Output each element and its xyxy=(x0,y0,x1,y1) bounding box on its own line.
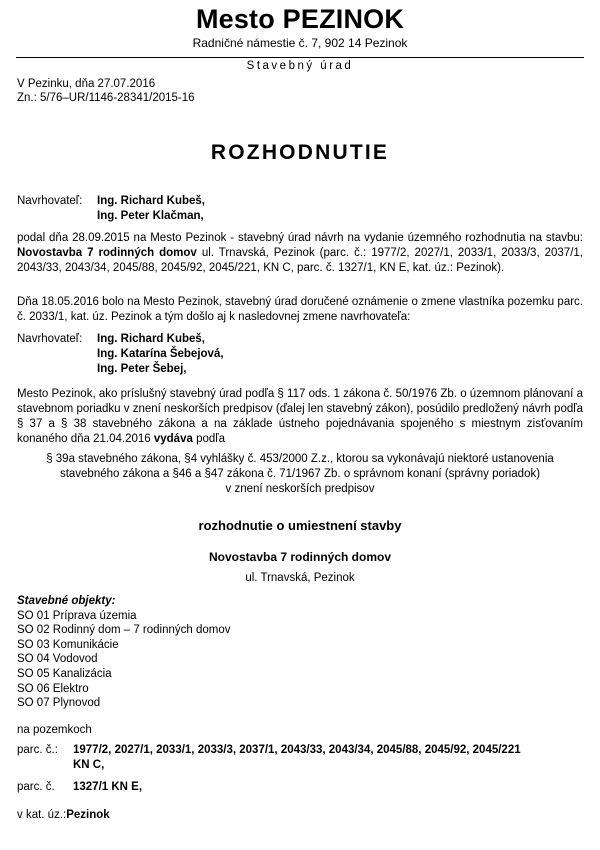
applicant-name: Ing. Richard Kubeš, xyxy=(97,333,205,345)
objects-list xyxy=(17,594,583,711)
parcel-register: KN C, xyxy=(73,759,105,771)
parcel-numbers: 1977/2, 2027/1, 2033/1, 2033/3, 2037/1, 2043/33, 2043/34, 2045/88, 2045/92, 2045/221 xyxy=(73,744,521,756)
paragraph-text: podľa xyxy=(192,433,226,445)
parcels-row-1 xyxy=(17,743,583,773)
list-item: SO 04 Vodovod xyxy=(17,653,98,666)
parcels-intro: na pozemkoch xyxy=(17,724,92,736)
applicant-label: Navrhovateľ: xyxy=(17,333,83,345)
cadastre-label: v kat. úz.: xyxy=(17,809,67,821)
applicant-name: Ing. Katarína Šebejová, xyxy=(97,348,224,360)
list-item: SO 03 Komunikácie xyxy=(17,638,119,651)
city-title: Mesto PEZINOK xyxy=(195,4,405,34)
list-item: SO 01 Príprava územia xyxy=(17,609,137,622)
applicants-block-1 xyxy=(17,194,583,224)
issues-keyword: vydáva xyxy=(153,433,193,445)
reference-number: Zn.: 5/76–UR/1146-28341/2015-16 xyxy=(17,92,195,104)
applicants-block-2 xyxy=(17,332,583,377)
applicant-name: Ing. Peter Šebej, xyxy=(97,363,187,375)
project-location: ul. Trnavská, Pezinok xyxy=(245,572,355,584)
paragraph-owner-change: Dňa 18.05.2016 bolo na Mesto Pezinok, stavebný úrad doručené oznámenie o zmene vlastníka pozemku parc. č. 2033/1, kat. úz. Pezinok a tým došlo aj k nasledovnej zmene navrhovateľa: xyxy=(17,296,583,323)
objects-label: Stavebné objekty: xyxy=(17,595,116,607)
paragraph-text: Mesto Pezinok, ako príslušný stavebný úrad podľa § 117 ods. 1 zákona č. 50/1976 Zb. o územnom plánovaní a stavebnom poriadku v znení neskorších predpisov (ďalej len stavebný zákon), posúdilo predložený návrh podľa § 37 a § 38 stavebného zákona a na základe ústneho pojednávania spojeného s miestnym zisťovaním konaného dňa 21.04.2016 xyxy=(17,388,583,445)
parcel-label: parc. č.: xyxy=(17,744,58,756)
project-name-inline: Novostavba 7 rodinných domov xyxy=(17,247,197,259)
paragraph-application xyxy=(17,231,583,276)
list-item: SO 02 Rodinný dom – 7 rodinných domov xyxy=(17,624,231,637)
cadastre-value: Pezinok xyxy=(66,809,110,821)
document-heading: ROZHODNUTIE xyxy=(210,141,390,164)
paragraph-text: podal dňa 28.09.2015 na Mesto Pezinok - stavebný úrad návrh na vydanie územného rozhodnutia na stavbu: xyxy=(17,232,583,244)
list-item: SO 06 Elektro xyxy=(17,682,89,695)
project-title: Novostavba 7 rodinných domov xyxy=(208,550,392,564)
paragraph-authority xyxy=(17,387,583,447)
department-name: Stavebný úrad xyxy=(246,60,354,72)
legal-basis xyxy=(17,452,583,497)
paragraph-text: ul. Trnavská, Pezinok (parc. č.: 1977/2, 2027/1, 2033/1, 2033/3, 2037/1, 2043/33, 2043/34, 2045/88, 2045/92, 2045/221, KN C, parc. č. 1327/1, KN E, kat. úz.: Pezinok). xyxy=(17,247,583,274)
legal-line: § 39a stavebného zákona, §4 vyhlášky č. 453/2000 Z.z., ktorou sa vykonávajú niektoré ustanovenia xyxy=(46,453,554,465)
parcel-numbers: 1327/1 KN E, xyxy=(73,781,143,793)
applicant-name: Ing. Richard Kubeš, xyxy=(97,195,205,207)
list-item: SO 05 Kanalizácia xyxy=(17,667,112,680)
cadastre-line xyxy=(17,808,583,823)
list-item: SO 07 Plynovod xyxy=(17,697,101,710)
date-line: V Pezinku, dňa 27.07.2016 xyxy=(17,78,156,90)
applicant-name: Ing. Peter Klačman, xyxy=(97,210,204,222)
city-address: Radničné námestie č. 7, 902 14 Pezinok xyxy=(192,36,408,50)
legal-line: v znení neskorších predpisov xyxy=(225,483,375,495)
parcel-label: parc. č. xyxy=(17,781,55,793)
header-divider xyxy=(16,57,584,58)
applicant-label: Navrhovateľ: xyxy=(17,195,83,207)
parcels-row-2 xyxy=(17,780,583,795)
date-block xyxy=(17,77,195,105)
legal-line: stavebného zákona a §46 a §47 zákona č. 71/1967 Zb. o správnom konaní (správny poriadok) xyxy=(59,468,541,480)
decision-title: rozhodnutie o umiestnení stavby xyxy=(198,518,402,533)
